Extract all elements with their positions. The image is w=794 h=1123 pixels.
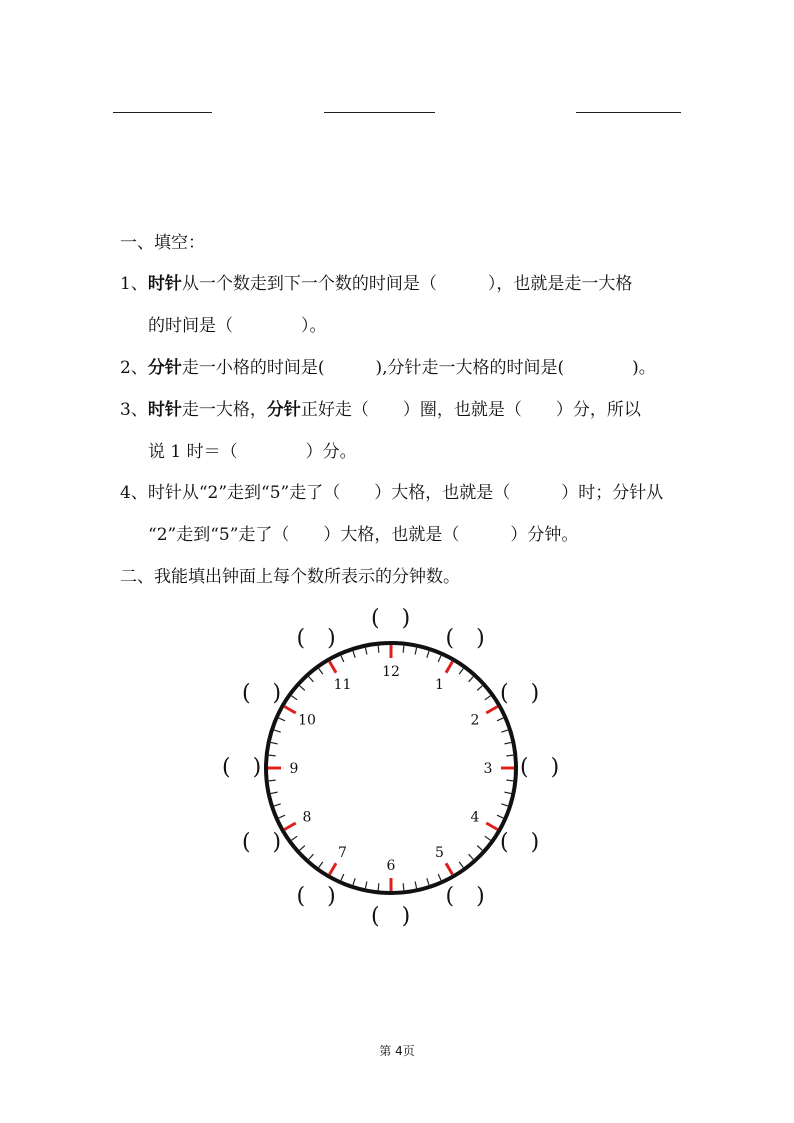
minute-tick [497, 718, 503, 721]
hour-tick [284, 707, 295, 714]
minute-tick [501, 730, 508, 732]
hour-tick [486, 707, 497, 714]
minute-tick [427, 651, 429, 658]
q1-number: 1、 [120, 274, 148, 294]
minute-tick [378, 646, 379, 653]
clock-ticks [268, 645, 514, 891]
answer-blank-11[interactable]: ( ) [296, 625, 336, 651]
q3-number: 3、 [120, 400, 148, 420]
hour-tick [284, 823, 295, 830]
answer-blank-2[interactable]: ( ) [500, 680, 540, 706]
q1-continuation: 的时间是（ ）。 [148, 316, 327, 336]
answer-blank-1[interactable]: ( ) [445, 625, 485, 651]
clock-number-9: 9 [289, 761, 299, 777]
minute-tick [353, 878, 355, 885]
minute-tick [309, 854, 314, 859]
q1-text: 从一个数走到下一个数的时间是（ ），也就是走一大格 [181, 274, 633, 294]
minute-tick [378, 883, 379, 890]
minute-tick [497, 815, 503, 818]
minute-tick [469, 854, 474, 859]
answer-blank-9[interactable]: ( ) [222, 755, 262, 780]
clock-number-1: 1 [435, 676, 444, 693]
hour-tick [486, 823, 497, 830]
minute-tick [459, 862, 463, 868]
clock-number-7: 7 [338, 845, 347, 862]
minute-tick [271, 792, 278, 793]
clock-number-2: 2 [470, 712, 480, 729]
minute-tick [341, 656, 344, 662]
q3-bold-term-1: 时针 [147, 400, 182, 420]
heading-2-text: 二、我能填出钟面上每个数所表示的分钟数。 [120, 567, 460, 587]
minute-tick [300, 846, 305, 851]
minute-tick [291, 696, 297, 700]
minute-tick [269, 755, 276, 756]
clock-number-8: 8 [302, 809, 312, 826]
clock-number-10: 10 [298, 712, 316, 729]
minute-tick [271, 742, 278, 743]
heading-1-text: 一、填空： [120, 233, 205, 253]
answer-blank-7[interactable]: ( ) [296, 884, 336, 910]
minute-tick [415, 648, 416, 655]
minute-tick [477, 846, 482, 851]
clock-number-11: 11 [333, 676, 352, 693]
minute-tick [274, 730, 281, 732]
q3-mid-text: 走一大格， [181, 400, 267, 420]
q4-text-1: 4、时针从“2”走到“5”走了（ ）大格，也就是（ ）时；分针从 [120, 483, 664, 503]
minute-tick [279, 718, 285, 721]
minute-tick [319, 862, 323, 868]
q1-bold-term: 时针 [147, 274, 182, 294]
minute-tick [485, 696, 491, 700]
minute-tick [506, 755, 513, 756]
answer-blank-8[interactable]: ( ) [241, 829, 282, 855]
minute-tick [365, 881, 366, 888]
hour-tick [446, 661, 453, 672]
minute-tick [504, 742, 511, 743]
minute-tick [459, 668, 463, 674]
answer-blank-5[interactable]: ( ) [445, 884, 485, 910]
clock-number-12: 12 [382, 664, 400, 680]
answer-blank-6[interactable]: ( ) [371, 904, 411, 929]
minute-tick [291, 836, 297, 840]
page-number: 第 4页 [379, 1044, 415, 1058]
minute-tick [477, 686, 482, 691]
answer-blank-3[interactable]: ( ) [520, 755, 560, 780]
hour-tick [446, 863, 453, 874]
minute-tick [415, 881, 416, 888]
clock-number-5: 5 [435, 845, 444, 862]
minute-tick [485, 836, 491, 840]
minute-tick [501, 804, 508, 806]
q3-continuation: 说 1 时＝（ ）分。 [148, 442, 357, 462]
hour-tick [330, 863, 337, 874]
minute-tick [427, 878, 429, 885]
minute-tick [269, 780, 276, 781]
minute-tick [403, 646, 404, 653]
q2-number: 2、 [120, 358, 148, 378]
minute-tick [353, 651, 355, 658]
minute-tick [309, 677, 314, 682]
minute-tick [300, 686, 305, 691]
minute-tick [365, 648, 366, 655]
minute-tick [279, 815, 285, 818]
minute-tick [504, 792, 511, 793]
minute-tick [469, 677, 474, 682]
minute-tick [341, 874, 344, 880]
minute-tick [403, 883, 404, 890]
clock-number-6: 6 [386, 858, 396, 874]
clock-rim [266, 643, 516, 893]
clock-number-4: 4 [470, 809, 480, 826]
answer-blank-10[interactable]: ( ) [241, 680, 282, 706]
minute-tick [438, 656, 441, 662]
q3-text: 正好走（ ）圈，也就是（ ）分，所以 [300, 400, 641, 420]
clock-number-3: 3 [483, 761, 493, 777]
minute-tick [506, 780, 513, 781]
minute-tick [319, 668, 323, 674]
q4-text-2: “2”走到“5”走了（ ）大格，也就是（ ）分钟。 [148, 525, 579, 545]
answer-blank-4[interactable]: ( ) [500, 829, 540, 855]
clock-numbers [290, 664, 493, 874]
hour-tick [330, 661, 337, 672]
answer-blank-12[interactable]: ( ) [371, 606, 411, 631]
minute-tick [274, 804, 281, 806]
q2-bold-term: 分针 [147, 358, 182, 378]
minute-tick [438, 874, 441, 880]
q2-text: 走一小格的时间是( ),分针走一大格的时间是( )。 [181, 358, 656, 378]
q3-bold-term-2: 分针 [266, 400, 301, 420]
